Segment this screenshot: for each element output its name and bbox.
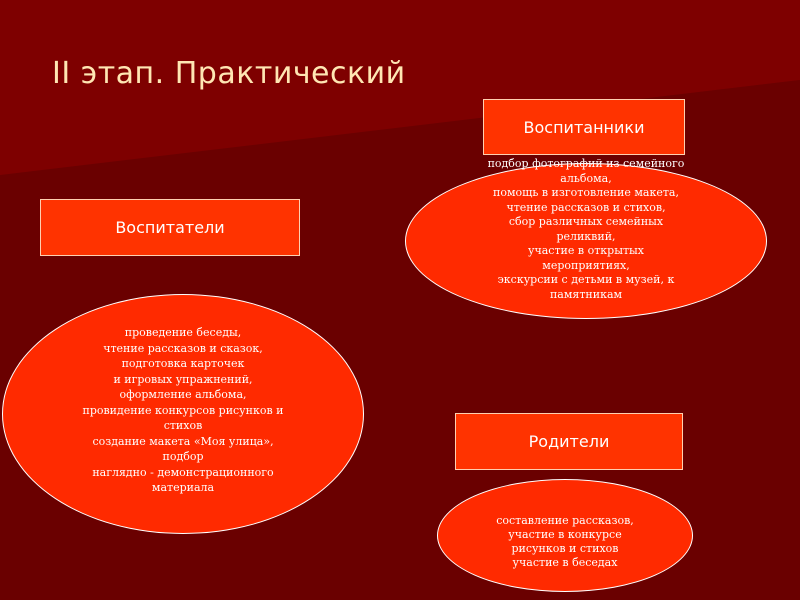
pupils-label: Воспитанники [523, 117, 645, 137]
parents-label: Родители [528, 432, 610, 451]
pupils-activity-line: памятникам [549, 287, 623, 301]
parents-activity-line: участие в конкурсе [508, 528, 622, 541]
teachers-activity-line: подбор [162, 450, 204, 463]
parents-activity-line: рисунков и стихов [511, 542, 619, 555]
teachers-activity-line: провидение конкурсов рисунков и [82, 403, 284, 417]
parents-box [455, 413, 683, 470]
pupils-activities [405, 157, 767, 302]
slide-title: II этап. Практический [52, 56, 406, 91]
pupils-activity-line: чтение рассказов и стихов, [506, 200, 666, 214]
pupils-activity-line: подбор фотографий из семейного [487, 157, 685, 170]
pupils-activity-line: сбор различных семейных [508, 215, 664, 228]
pupils-activity-line: реликвий, [556, 229, 616, 243]
parents-activity-line: составление рассказов, [496, 514, 634, 527]
teachers-activity-line: подготовка карточек [121, 357, 245, 370]
teachers-activity-line: наглядно - демонстрационного [92, 465, 274, 479]
pupils-activity-line: экскурсии с детьми в музей, к [497, 273, 675, 286]
parents-activity-line: участие в беседах [512, 556, 618, 569]
teachers-activity-line: создание макета «Моя улица», [92, 434, 274, 448]
teachers-activities [2, 325, 364, 496]
teachers-label: Воспитатели [115, 218, 225, 237]
pupils-box [483, 99, 685, 155]
pupils-activity-line: альбома, [560, 171, 612, 185]
teachers-box [40, 199, 300, 256]
pupils-activity-line: мероприятиях, [542, 258, 630, 272]
teachers-activity-line: чтение рассказов и сказок, [103, 341, 263, 355]
teachers-activity-line: оформление альбома, [119, 388, 247, 401]
teachers-activity-line: и игровых упражнений, [113, 372, 253, 386]
pupils-activity-line: участие в открытых [528, 244, 644, 257]
teachers-activity-line: материала [151, 481, 215, 494]
pupils-activity-line: помощь в изготовление макета, [493, 186, 679, 199]
teachers-activity-line: проведение беседы, [124, 326, 242, 339]
parents-activities [437, 514, 693, 570]
teachers-activity-line: стихов [163, 419, 203, 432]
